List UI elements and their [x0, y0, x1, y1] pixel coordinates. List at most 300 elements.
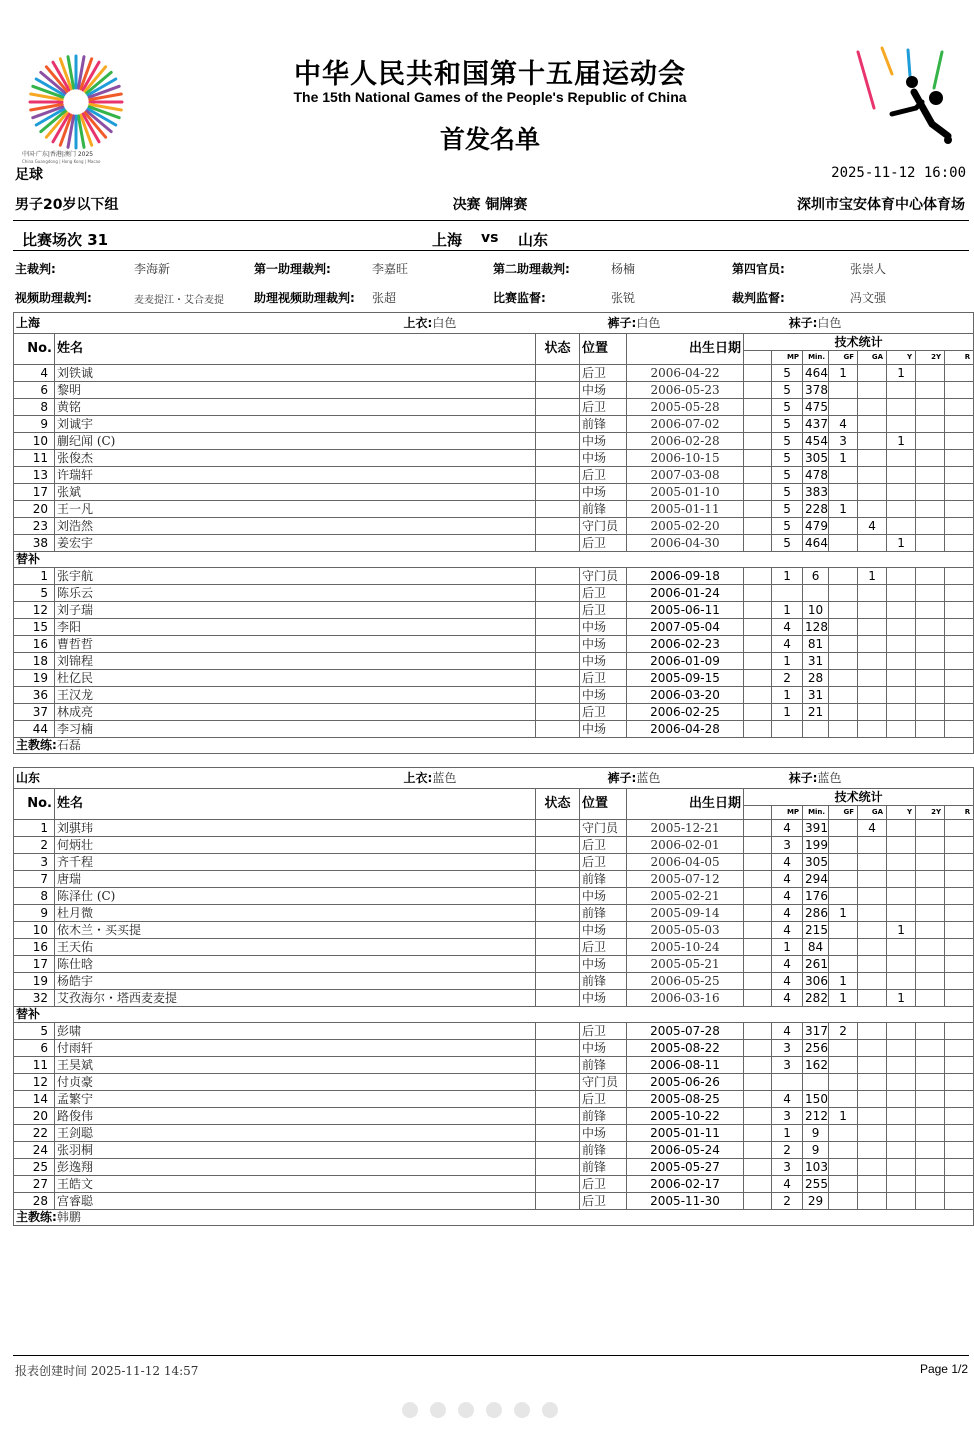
stat-min: 103 — [803, 1159, 829, 1176]
stat-spacer — [744, 602, 772, 619]
player-status — [536, 687, 580, 704]
stat-spacer — [744, 1091, 772, 1108]
player-dob: 2005-10-24 — [627, 939, 744, 956]
player-name: 许瑞轩 — [55, 467, 536, 484]
player-number: 36 — [14, 687, 55, 704]
player-status — [536, 1193, 580, 1210]
stat-header-gf: GF — [829, 350, 858, 364]
player-dob: 2007-05-04 — [627, 619, 744, 636]
player-name: 何炳壮 — [55, 837, 536, 854]
player-position: 后卫 — [580, 1193, 627, 1210]
stat-gf — [829, 382, 858, 399]
stat-spacer — [744, 467, 772, 484]
stat-gf — [829, 1040, 858, 1057]
stat-mp: 1 — [772, 602, 803, 619]
player-row — [14, 585, 974, 602]
player-number: 23 — [14, 518, 55, 535]
player-dob: 2006-05-25 — [627, 973, 744, 990]
player-name: 刘骐玮 — [55, 820, 536, 837]
player-number: 25 — [14, 1159, 55, 1176]
stat-r — [945, 854, 974, 871]
stat-y2 — [916, 1091, 945, 1108]
player-status — [536, 450, 580, 467]
stat-y2 — [916, 1159, 945, 1176]
stat-spacer — [744, 721, 772, 738]
stat-ga — [858, 450, 887, 467]
stat-gf — [829, 687, 858, 704]
column-header-row — [14, 789, 974, 806]
stat-header-r: R — [945, 805, 974, 819]
player-dob: 2006-05-23 — [627, 382, 744, 399]
player-number: 14 — [14, 1091, 55, 1108]
player-number: 4 — [14, 365, 55, 382]
player-dob: 2005-06-26 — [627, 1074, 744, 1091]
stat-spacer — [744, 837, 772, 854]
stat-mp: 4 — [772, 1023, 803, 1040]
stat-ga: 4 — [858, 820, 887, 837]
player-row — [14, 721, 974, 738]
stat-min: 228 — [803, 501, 829, 518]
footer-divider — [13, 1355, 969, 1356]
stat-ga — [858, 1193, 887, 1210]
player-number: 12 — [14, 1074, 55, 1091]
stat-min: 6 — [803, 568, 829, 585]
vs-label: vs — [481, 230, 499, 246]
player-name: 刘浩然 — [55, 518, 536, 535]
stat-r — [945, 1023, 974, 1040]
stat-gf: 1 — [829, 365, 858, 382]
stat-ga — [858, 1040, 887, 1057]
socks-color — [788, 313, 974, 334]
player-number: 7 — [14, 871, 55, 888]
player-name: 林成亮 — [55, 704, 536, 721]
stat-gf — [829, 837, 858, 854]
player-name: 张宇航 — [55, 568, 536, 585]
player-position: 后卫 — [580, 1091, 627, 1108]
stat-mp — [772, 1074, 803, 1091]
shirt-color-group — [404, 316, 457, 330]
stat-gf — [829, 1142, 858, 1159]
stat-y2 — [916, 1040, 945, 1057]
stat-mp: 4 — [772, 922, 803, 939]
stat-mp: 2 — [772, 1193, 803, 1210]
stat-y: 1 — [887, 433, 916, 450]
stat-ga — [858, 653, 887, 670]
stat-gf — [829, 888, 858, 905]
stat-mp: 2 — [772, 1142, 803, 1159]
stat-y — [887, 687, 916, 704]
shorts-value: 白色 — [636, 316, 661, 330]
stat-min: 437 — [803, 416, 829, 433]
stat-y2 — [916, 973, 945, 990]
stat-ga — [858, 905, 887, 922]
player-row — [14, 399, 974, 416]
player-number: 18 — [14, 653, 55, 670]
column-header-row — [14, 334, 974, 351]
stat-mp: 1 — [772, 704, 803, 721]
stat-y: 1 — [887, 922, 916, 939]
player-position: 中场 — [580, 1125, 627, 1142]
stat-spacer — [744, 854, 772, 871]
stat-min: 84 — [803, 939, 829, 956]
stat-mp: 3 — [772, 1040, 803, 1057]
player-position: 后卫 — [580, 535, 627, 552]
stat-min: 31 — [803, 653, 829, 670]
stat-spacer — [744, 1125, 772, 1142]
player-status — [536, 888, 580, 905]
away-lineup-table — [13, 767, 974, 1226]
stat-y — [887, 653, 916, 670]
stat-mp: 1 — [772, 568, 803, 585]
stat-y2 — [916, 854, 945, 871]
player-position: 前锋 — [580, 1142, 627, 1159]
stat-ga — [858, 585, 887, 602]
stat-y — [887, 1057, 916, 1074]
player-dob: 2006-04-22 — [627, 365, 744, 382]
player-number: 10 — [14, 922, 55, 939]
player-name: 依木兰・买买提 — [55, 922, 536, 939]
stat-r — [945, 1159, 974, 1176]
player-status — [536, 1040, 580, 1057]
player-position: 后卫 — [580, 1176, 627, 1193]
player-position: 中场 — [580, 888, 627, 905]
coach-row — [14, 1210, 974, 1226]
stat-y2 — [916, 1108, 945, 1125]
stat-gf — [829, 1074, 858, 1091]
player-dob: 2006-03-16 — [627, 990, 744, 1007]
stat-ga — [858, 973, 887, 990]
stat-ga — [858, 922, 887, 939]
player-position: 中场 — [580, 450, 627, 467]
stat-ga — [858, 939, 887, 956]
stat-y — [887, 939, 916, 956]
stat-mp: 5 — [772, 450, 803, 467]
player-status — [536, 990, 580, 1007]
stat-spacer — [744, 670, 772, 687]
stat-ga — [858, 467, 887, 484]
player-dob: 2006-02-17 — [627, 1176, 744, 1193]
player-number: 9 — [14, 905, 55, 922]
stat-r — [945, 871, 974, 888]
stat-r — [945, 905, 974, 922]
player-dob: 2006-01-24 — [627, 585, 744, 602]
stat-r — [945, 1125, 974, 1142]
stat-y — [887, 837, 916, 854]
stat-y — [887, 467, 916, 484]
player-dob: 2007-03-08 — [627, 467, 744, 484]
player-position: 中场 — [580, 382, 627, 399]
stat-y — [887, 1142, 916, 1159]
football-pictogram-icon — [852, 44, 952, 154]
player-name: 付贞豪 — [55, 1074, 536, 1091]
stat-spacer — [744, 704, 772, 721]
player-status — [536, 484, 580, 501]
player-number: 37 — [14, 704, 55, 721]
player-row — [14, 820, 974, 837]
stat-r — [945, 922, 974, 939]
column-stats: 技术统计 — [744, 334, 974, 351]
stat-y2 — [916, 501, 945, 518]
stat-gf — [829, 518, 858, 535]
stat-gf — [829, 1176, 858, 1193]
shirt-value: 蓝色 — [432, 771, 457, 785]
stat-gf — [829, 1159, 858, 1176]
player-row — [14, 973, 974, 990]
player-number: 2 — [14, 837, 55, 854]
player-position: 后卫 — [580, 939, 627, 956]
stat-spacer — [744, 922, 772, 939]
player-number: 20 — [14, 1108, 55, 1125]
stat-ga — [858, 956, 887, 973]
official-name: 张锐 — [611, 291, 636, 305]
stat-min: 212 — [803, 1108, 829, 1125]
stat-mp: 4 — [772, 956, 803, 973]
player-name: 孟繁宁 — [55, 1091, 536, 1108]
stat-gf: 4 — [829, 416, 858, 433]
stat-min: 255 — [803, 1176, 829, 1193]
stat-y — [887, 399, 916, 416]
player-status — [536, 568, 580, 585]
stat-y — [887, 973, 916, 990]
stat-r — [945, 956, 974, 973]
stat-ga — [858, 602, 887, 619]
stat-min: 383 — [803, 484, 829, 501]
stat-spacer — [744, 1159, 772, 1176]
stat-y2 — [916, 687, 945, 704]
player-name: 宫睿聪 — [55, 1193, 536, 1210]
category-label: 男子20岁以下组 — [15, 197, 119, 213]
player-row — [14, 871, 974, 888]
stat-ga: 4 — [858, 518, 887, 535]
stat-y2 — [916, 905, 945, 922]
stat-gf — [829, 939, 858, 956]
stat-min: 261 — [803, 956, 829, 973]
stat-y2 — [916, 939, 945, 956]
stat-y — [887, 568, 916, 585]
player-position: 前锋 — [580, 973, 627, 990]
stat-y2 — [916, 1125, 945, 1142]
stat-gf — [829, 484, 858, 501]
player-number: 19 — [14, 973, 55, 990]
stat-min: 306 — [803, 973, 829, 990]
stat-r — [945, 687, 974, 704]
stat-header-y2: 2Y — [916, 805, 945, 819]
stat-gf — [829, 820, 858, 837]
stat-spacer — [744, 1193, 772, 1210]
stat-r — [945, 1074, 974, 1091]
stat-r — [945, 1193, 974, 1210]
player-number: 1 — [14, 820, 55, 837]
official-role: 助理视频助理裁判: — [254, 291, 355, 305]
stat-y2 — [916, 820, 945, 837]
stat-mp: 5 — [772, 416, 803, 433]
substitutes-label: 替补 — [14, 552, 974, 568]
player-dob: 2005-08-25 — [627, 1091, 744, 1108]
player-number: 28 — [14, 1193, 55, 1210]
report-created-time: 报表创建时间 2025-11-12 14:57 — [15, 1364, 199, 1378]
stat-header-mp: MP — [772, 350, 803, 364]
stat-ga — [858, 535, 887, 552]
stat-y2 — [916, 1074, 945, 1091]
player-status — [536, 501, 580, 518]
coach-cell — [14, 1210, 974, 1226]
player-position: 中场 — [580, 990, 627, 1007]
stat-header-ga: GA — [858, 350, 887, 364]
player-position: 后卫 — [580, 585, 627, 602]
column-no: No. — [14, 789, 55, 820]
stat-ga — [858, 871, 887, 888]
stat-y — [887, 871, 916, 888]
stat-ga — [858, 416, 887, 433]
stat-y2 — [916, 670, 945, 687]
stat-header-r: R — [945, 350, 974, 364]
stat-mp: 2 — [772, 670, 803, 687]
player-status — [536, 365, 580, 382]
stat-gf — [829, 956, 858, 973]
stat-gf — [829, 535, 858, 552]
games-title-cn: 中华人民共和国第十五届运动会 — [294, 59, 686, 90]
player-name: 张羽桐 — [55, 1142, 536, 1159]
stat-y — [887, 1023, 916, 1040]
player-row — [14, 416, 974, 433]
stat-y — [887, 1159, 916, 1176]
stat-header-gf: GF — [829, 805, 858, 819]
player-dob: 2006-04-05 — [627, 854, 744, 871]
player-name: 王汉龙 — [55, 687, 536, 704]
coach-cell — [14, 738, 974, 754]
stat-min: 256 — [803, 1040, 829, 1057]
player-dob: 2005-12-21 — [627, 820, 744, 837]
player-status — [536, 956, 580, 973]
stat-min: 21 — [803, 704, 829, 721]
stat-y — [887, 602, 916, 619]
player-number: 16 — [14, 636, 55, 653]
player-row — [14, 1074, 974, 1091]
coach-label: 主教练: — [16, 738, 57, 752]
stat-r — [945, 721, 974, 738]
stat-y — [887, 585, 916, 602]
stat-gf: 1 — [829, 1108, 858, 1125]
player-position: 中场 — [580, 721, 627, 738]
player-dob: 2005-07-12 — [627, 871, 744, 888]
stat-spacer — [744, 1057, 772, 1074]
stat-y — [887, 619, 916, 636]
stat-gf: 1 — [829, 973, 858, 990]
stat-ga — [858, 501, 887, 518]
stat-r — [945, 535, 974, 552]
stat-spacer — [744, 484, 772, 501]
player-status — [536, 820, 580, 837]
player-dob: 2005-01-11 — [627, 501, 744, 518]
substitutes-header-row — [14, 552, 974, 568]
stat-mp: 5 — [772, 467, 803, 484]
stat-min — [803, 721, 829, 738]
stat-header-spacer — [744, 350, 772, 364]
stat-y — [887, 704, 916, 721]
column-name: 姓名 — [55, 789, 536, 820]
stat-y — [887, 1040, 916, 1057]
stat-mp: 4 — [772, 888, 803, 905]
player-row — [14, 670, 974, 687]
match-number: 比赛场次 31 — [22, 231, 109, 249]
player-number: 17 — [14, 484, 55, 501]
player-number: 15 — [14, 619, 55, 636]
stat-y2 — [916, 922, 945, 939]
team-name: 上海 — [14, 313, 536, 334]
stat-mp: 5 — [772, 535, 803, 552]
player-position: 后卫 — [580, 670, 627, 687]
player-position: 中场 — [580, 636, 627, 653]
player-row — [14, 568, 974, 585]
player-status — [536, 1057, 580, 1074]
coach-name: 韩鹏 — [56, 1210, 81, 1224]
stat-ga — [858, 619, 887, 636]
player-number: 19 — [14, 670, 55, 687]
stat-y — [887, 1091, 916, 1108]
player-number: 24 — [14, 1142, 55, 1159]
team-kit-row — [14, 768, 974, 789]
column-position: 位置 — [580, 789, 627, 820]
player-row — [14, 636, 974, 653]
official-name: 冯文强 — [850, 291, 887, 305]
stat-mp: 4 — [772, 905, 803, 922]
stat-y2 — [916, 484, 945, 501]
stat-gf — [829, 721, 858, 738]
stat-header-spacer — [744, 805, 772, 819]
stat-gf: 3 — [829, 433, 858, 450]
stat-r — [945, 568, 974, 585]
official-name: 麦麦提江・艾合麦提 — [134, 295, 224, 306]
stat-y — [887, 1108, 916, 1125]
official-role: 主裁判: — [15, 262, 56, 276]
player-position: 前锋 — [580, 1159, 627, 1176]
stat-r — [945, 1176, 974, 1193]
player-dob: 2006-04-28 — [627, 721, 744, 738]
venue-label: 深圳市宝安体育中心体育场 — [797, 197, 965, 213]
player-position: 前锋 — [580, 501, 627, 518]
stat-y — [887, 382, 916, 399]
stat-spacer — [744, 1074, 772, 1091]
stat-gf — [829, 1091, 858, 1108]
stat-r — [945, 602, 974, 619]
stat-ga — [858, 1091, 887, 1108]
stat-ga — [858, 1125, 887, 1142]
stat-mp: 5 — [772, 365, 803, 382]
player-position: 前锋 — [580, 1108, 627, 1125]
stat-y2 — [916, 416, 945, 433]
stat-min: 199 — [803, 837, 829, 854]
stat-r — [945, 990, 974, 1007]
stat-gf — [829, 1193, 858, 1210]
player-status — [536, 1125, 580, 1142]
stat-spacer — [744, 905, 772, 922]
player-number: 11 — [14, 1057, 55, 1074]
player-name: 杨皓宇 — [55, 973, 536, 990]
stat-y — [887, 1074, 916, 1091]
stat-y: 1 — [887, 990, 916, 1007]
stat-r — [945, 433, 974, 450]
stat-spacer — [744, 888, 772, 905]
player-status — [536, 619, 580, 636]
stat-min: 475 — [803, 399, 829, 416]
player-status — [536, 939, 580, 956]
stat-y — [887, 956, 916, 973]
stat-header-min: Min. — [803, 350, 829, 364]
player-position: 守门员 — [580, 1074, 627, 1091]
stat-min: 478 — [803, 467, 829, 484]
column-dob: 出生日期 — [627, 334, 744, 365]
player-status — [536, 636, 580, 653]
